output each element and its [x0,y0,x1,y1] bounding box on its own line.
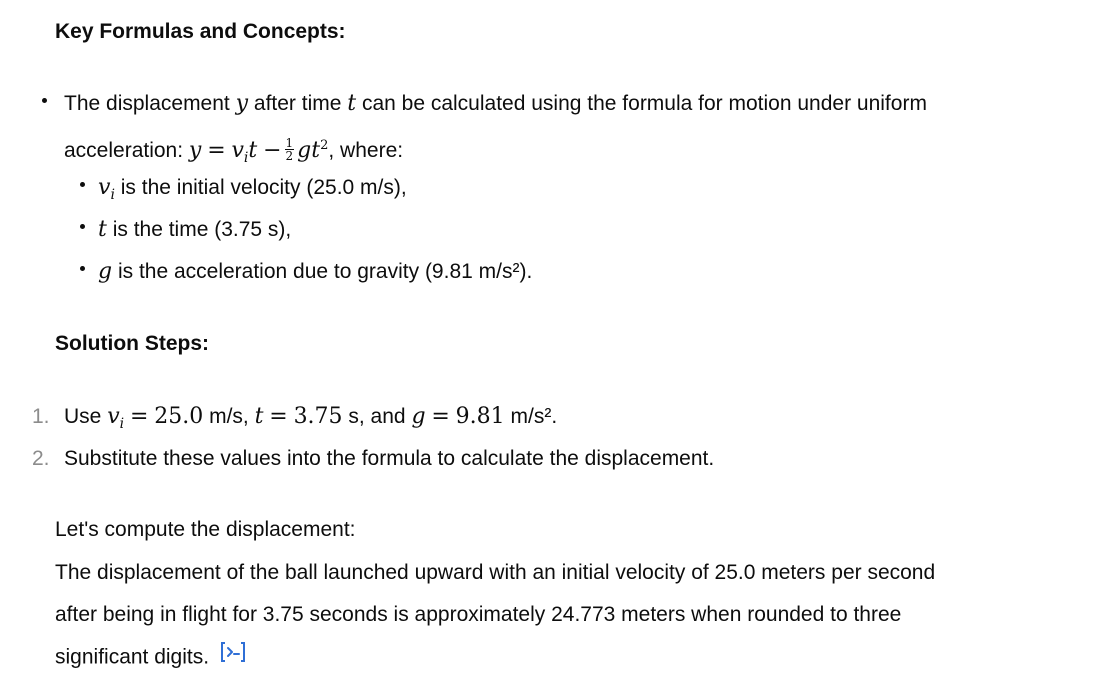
bullet-text: after time [253,92,342,115]
sub-bullet-marker [80,224,85,229]
sub-item-velocity [98,174,407,209]
unit-text: s, and [348,405,406,428]
compute-line: Let's compute the displacement: [55,518,356,541]
key-formulas-heading: Key Formulas and Concepts: [55,20,346,43]
solution-steps-heading: Solution Steps: [55,332,209,355]
result-line-1: The displacement of the ball launched upward with an initial velocity of 25.0 meters per second [55,561,936,584]
bullet-marker [42,98,47,103]
unit-text: m/s². [510,405,558,428]
value-gravity: 9.81 [455,404,505,429]
step-1-text: Use $v_i = 25.0$ m/s, t = 3.75 s, and g = 9.81 m/s². [64,404,558,433]
value-velocity: 25.0 [154,404,204,429]
sub-item-text: is the time (3.75 s), [112,218,292,241]
math-var-v: v [98,175,111,200]
sub-item-text: is the initial velocity (25.0 m/s), [120,176,407,199]
result-text: significant digits. [55,645,210,669]
result-line-2: after being in flight for 3.75 seconds is approximately 24.773 meters when rounded to three [55,603,902,626]
sub-bullet-marker [80,182,85,187]
step-text: Use [64,405,102,428]
step-2-text: Substitute these values into the formula to calculate the displacement. [64,447,715,470]
formula-bullet-line-2 [64,132,403,172]
bullet-text: acceleration: [64,139,184,162]
bullet-text: The displacement [64,92,230,115]
formula-bullet-line-1 [64,90,927,118]
math-var-y: y [235,91,249,116]
bullet-text: , where: [328,139,404,162]
step-number: 2. [32,447,50,470]
result-line-3 [55,643,247,673]
step-number: 1. [32,405,50,428]
unit-text: m/s, [209,405,249,428]
bullet-text: can be calculated using the formula for motion under uniform [361,92,927,115]
math-var-g: g [98,259,113,284]
sub-item-gravity [98,258,532,286]
sub-item-text: is the acceleration due to gravity (9.81 m/s²). [117,260,533,283]
sub-item-time [98,216,291,244]
code-analysis-icon[interactable] [219,641,247,671]
math-var-t: t [347,91,357,116]
math-var-t: t [98,217,107,242]
math-sub-i: i [110,187,115,204]
displacement-formula: $y = v_it$ − $\frac{1}{2}$ $gt^2$ [188,135,329,167]
sub-bullet-marker [80,266,85,271]
value-time: 3.75 [293,404,343,429]
